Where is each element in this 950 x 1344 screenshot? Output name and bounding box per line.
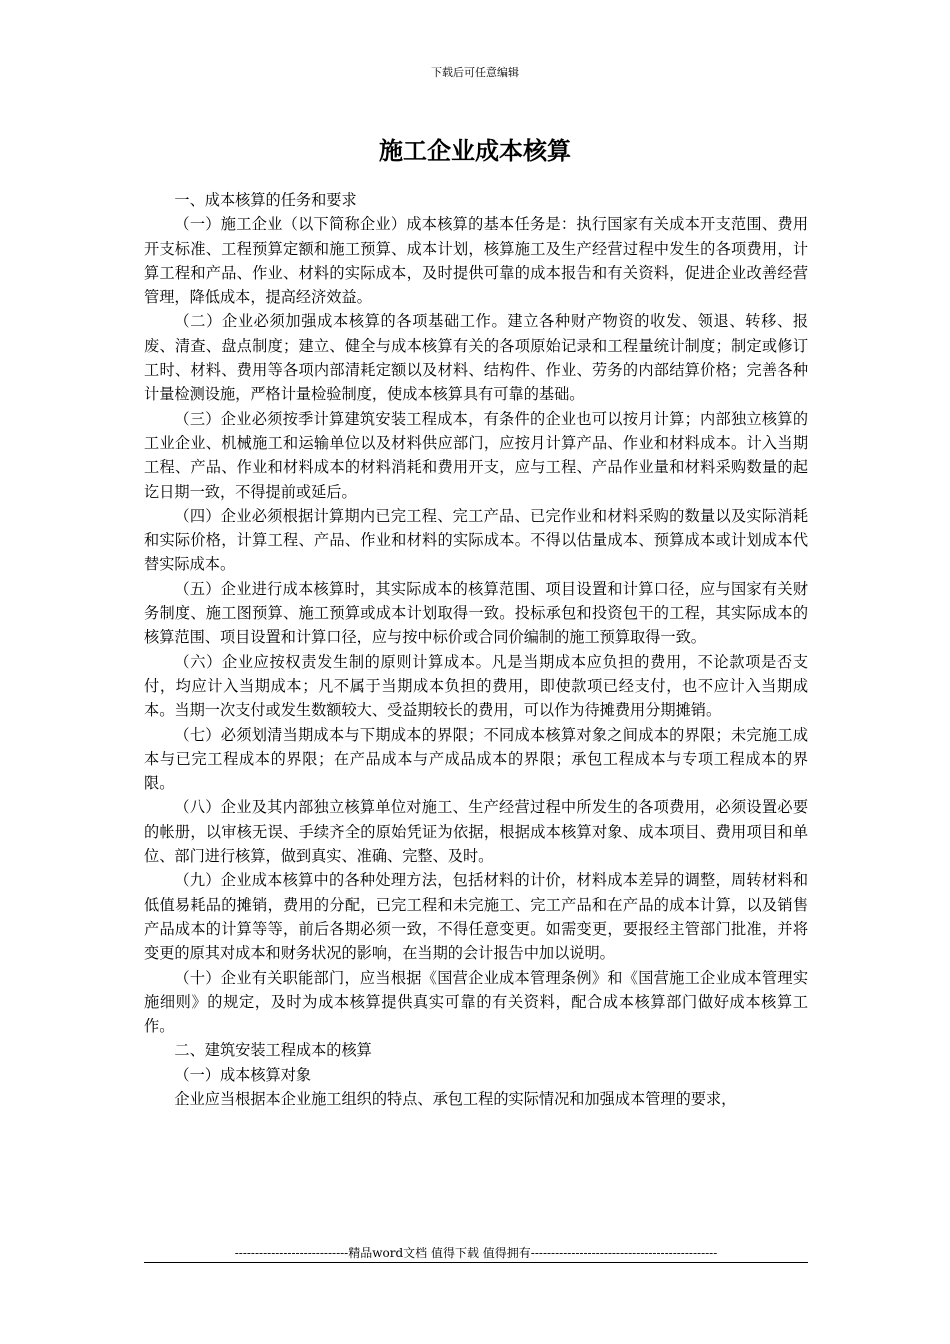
paragraph: （九）企业成本核算中的各种处理方法，包括材料的计价，材料成本差异的调整，周转材料和低值易耗品的摊销，费用的分配，已完工程和未完施工、完工产品和在产品的成本计算，以及销售产品成本的计算等等，前后各期必须一致，不得任意变更。如需变更，要报经主管部门批准，并将变更的原其对成本和财务状况的影响，在当期的会计报告中加以说明。 <box>144 871 808 963</box>
paragraph: （六）企业应按权责发生制的原则计算成本。凡是当期成本应负担的费用，不论款项是否支付，均应计入当期成本；凡不属于当期成本负担的费用，即使款项已经支付，也不应计入当期成本。当期一次支付或发生数额较大、受益期较长的费用，可以作为待摊费用分期摊销。 <box>144 652 808 720</box>
subsection-heading: （一）成本核算对象 <box>174 1065 312 1084</box>
paragraph: 企业应当根据本企业施工组织的特点、承包工程的实际情况和加强成本管理的要求， <box>174 1089 737 1108</box>
paragraph: （五）企业进行成本核算时，其实际成本的核算范围、项目设置和计算口径，应与国家有关财务制度、施工图预算、施工预算或成本计划取得一致。投标承包和投资包干的工程，其实际成本的核算范围、项目设置和计算口径，应与按中标价或合同价编制的施工预算取得一致。 <box>144 579 808 647</box>
paragraph: （七）必须划清当期成本与下期成本的界限；不同成本核算对象之间成本的界限；未完施工成本与已完工程成本的界限；在产品成本与产成品成本的界限；承包工程成本与专项工程成本的界限。 <box>144 725 808 793</box>
paragraph: （八）企业及其内部独立核算单位对施工、生产经营过程中所发生的各项费用，必须设置必要的帐册，以审核无误、手续齐全的原始凭证为依据，根据成本核算对象、成本项目、费用项目和单位、部门进行核算，做到真实、准确、完整、及时。 <box>144 798 808 866</box>
document-body <box>144 188 808 1111</box>
paragraph: （一）施工企业（以下简称企业）成本核算的基本任务是：执行国家有关成本开支范围、费用开支标准、工程预算定额和施工预算、成本计划，核算施工及生产经营过程中发生的各项费用，计算工程和产品、作业、材料的实际成本，及时提供可靠的成本报告和有关资料，促进企业改善经营管理，降低成本，提高经济效益。 <box>144 215 808 307</box>
paragraph: （四）企业必须根据计算期内已完工程、完工产品、已完作业和材料采购的数量以及实际消耗和实际价格，计算工程、产品、作业和材料的实际成本。不得以估量成本、预算成本或计划成本代替实际成本。 <box>144 506 808 574</box>
paragraph: （三）企业必须按季计算建筑安装工程成本，有条件的企业也可以按月计算；内部独立核算的工业企业、机械施工和运输单位以及材料供应部门，应按月计算产品、作业和材料成本。计入当期工程、产品、作业和材料成本的材料消耗和费用开支，应与工程、产品作业量和材料采购数量的起讫日期一致，不得提前或延后。 <box>144 409 808 501</box>
paragraph: （十）企业有关职能部门，应当根据《国营企业成本管理条例》和《国营施工企业成本管理实施细则》的规定，及时为成本核算提供真实可靠的有关资料，配合成本核算部门做好成本核算工作。 <box>144 968 808 1036</box>
header-note: 下载后可任意编辑 <box>431 66 519 79</box>
section-heading: 一、成本核算的任务和要求 <box>174 191 357 209</box>
footer-text: ----------------------------精品word文档 值得下载 值得拥有---------------------------------------------- <box>234 1246 718 1260</box>
paragraph: （二）企业必须加强成本核算的各项基础工作。建立各种财产物资的收发、领退、转移、报废、清查、盘点制度；建立、健全与成本核算有关的各项原始记录和工程量统计制度；制定或修订工时、材料、费用等各项内部清耗定额以及材料、结构件、作业、劳务的内部结算价格；完善各种计量检测设施，严格计量检验制度，使成本核算具有可靠的基础。 <box>144 312 808 404</box>
footer-divider <box>144 1262 808 1263</box>
section-heading: 二、建筑安装工程成本的核算 <box>174 1041 372 1060</box>
document-title: 施工企业成本核算 <box>379 136 571 165</box>
